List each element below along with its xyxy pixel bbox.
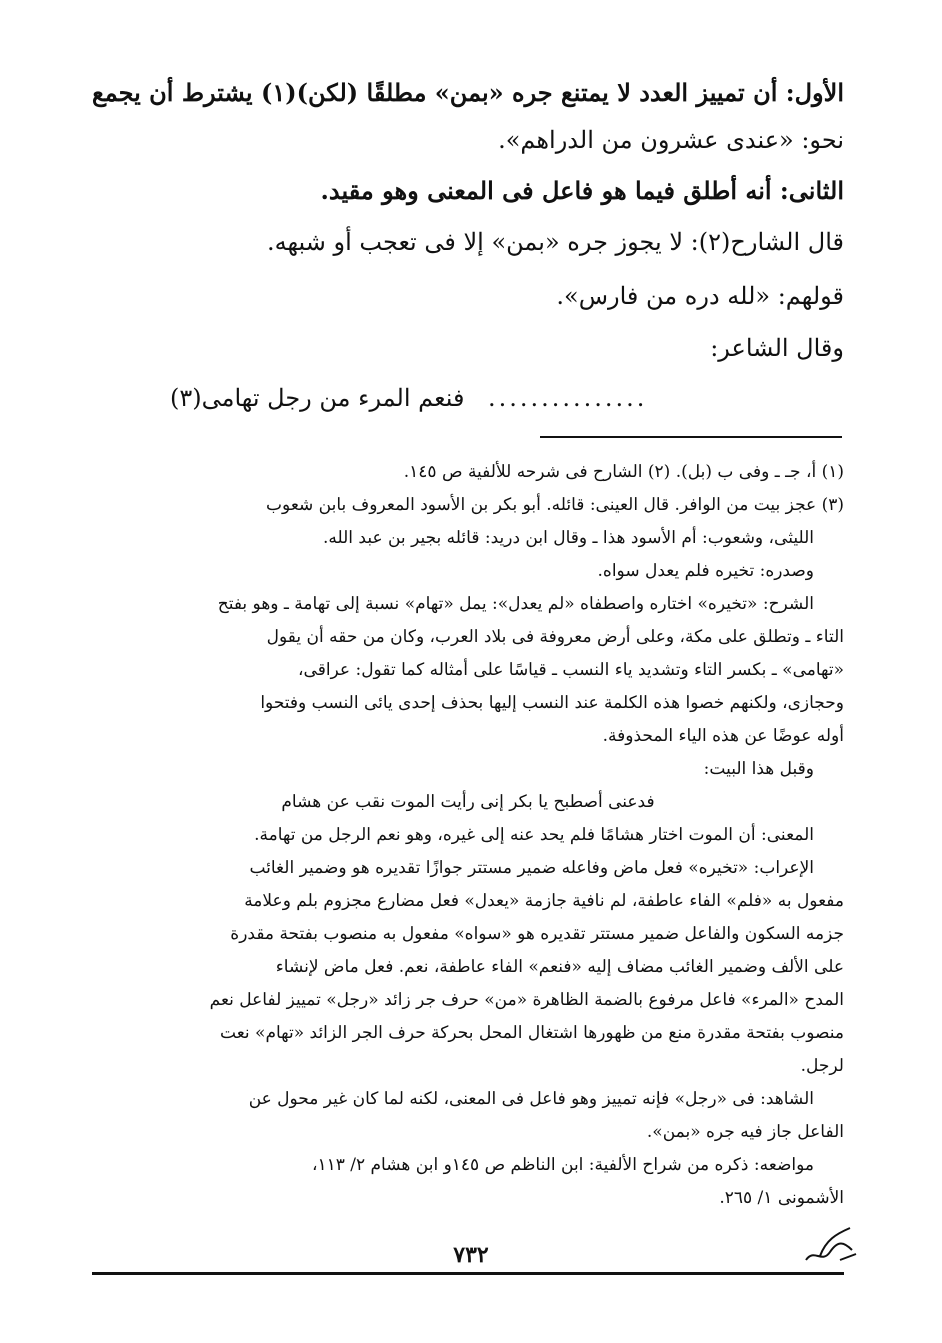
footnote-line: جزمه السكون والفاعل ضمير مستتر تقديره هو «سواه» مفعول به منصوب بفتحة مقدرة <box>230 924 844 944</box>
footnote-line: وقبل هذا البيت: <box>703 759 814 779</box>
scribble-mark-icon <box>800 1220 860 1268</box>
footnote-line: التاء ـ وتطلق على مكة، وعلى أرض معروفة فى بلاد العرب، وكان من حقه أن يقول <box>266 627 844 647</box>
footnote-line: الفاعل جاز فيه جره «بمن». <box>646 1122 844 1142</box>
main-text-line-6: وقال الشاعر: <box>710 334 844 362</box>
footnote-separator <box>540 436 842 438</box>
footnote-line: وحجازى، ولكنهم خصوا هذه الكلمة عند النسب إليها بحذف إحدى يائى النسب وفتحوا <box>260 693 844 713</box>
main-text-line-5: قولهم: «لله دره من فارس». <box>556 282 844 310</box>
footnote-line: مفعول به «فلم» الفاء عاطفة، لم نافية جازمة «يعدل» فعل مضارع مجزوم بلم وعلامة <box>244 891 844 911</box>
footnote-line: الإعراب: «تخيره» فعل ماض وفاعله ضمير مستتر جوازًا تقديره هو وضمير الغائب <box>249 858 814 878</box>
footnote-verse-line: فدعنى أصطبح يا بكر إنى رأيت الموت نقب عن هشام <box>281 792 655 812</box>
main-text-line-2: نحو: «عندى عشرون من الدراهم». <box>498 126 844 154</box>
footnote-line: أوله عوضًا عن هذه الياء المحذوفة. <box>602 726 844 746</box>
footnote-line: منصوب بفتحة مقدرة منع من ظهورها اشتغال المحل بحركة حرف الجر الزائد «تهام» نعت <box>220 1023 844 1043</box>
main-text-line-1: الأول: أن تمييز العدد لا يمتنع جره «بمن» مطلقًا (لكن)(١) يشترط أن يجمع <box>92 78 844 107</box>
main-text-line-3: الثانى: أنه أطلق فيما هو فاعل فى المعنى وهو مقيد. <box>320 176 844 205</box>
footnote-line: الأشمونى ١/ ٢٦٥. <box>719 1188 844 1208</box>
footnote-line: الليثى، وشعوب: أم الأسود هذا ـ وقال ابن دريد: قائله بجير بن عبد الله. <box>322 528 814 548</box>
main-text-line-4: قال الشارح(٢): لا يجوز جره «بمن» إلا فى تعجب أو شبهه. <box>266 228 844 256</box>
footnotes <box>92 456 844 1215</box>
footnote-line: الشرح: «تخيره» اختاره واصطفاه «لم يعدل»: يمل «تهام» نسبة إلى تهامة ـ وهو بفتح <box>217 594 814 614</box>
verse-omitted-dots: ............... <box>488 384 648 412</box>
verse-hemistich: فنعم المرء من رجل تهامى(٣) <box>170 384 465 412</box>
footnote-line: مواضعه: ذكره من شراح الألفية: ابن الناظم ص ١٤٥و ابن هشام ٢/ ١١٣، <box>311 1155 814 1175</box>
footnote-line: المدح «المرء» فاعل مرفوع بالضمة الظاهرة «من» حرف جر زائد «رجل» تمييز لفاعل نعم <box>209 990 844 1010</box>
footnote-line: (٣) عجز بيت من الوافر. قال العينى: قائله. أبو بكر بن الأسود المعروف بابن شعوب <box>266 495 844 515</box>
footnote-line: وصدره: تخيره فلم يعدل سواه. <box>597 561 814 581</box>
bottom-rule <box>92 1272 844 1275</box>
footnote-line: على الألف وضمير الغائب مضاف إليه «فنعم» الفاء عاطفة، نعم. فعل ماض لإنشاء <box>275 957 844 977</box>
page-number: ٧٣٢ <box>453 1242 489 1268</box>
footnote-line: (١) أ، جـ ـ وفى ب (بل). (٢) الشارح فى شرحه للألفية ص ١٤٥. <box>403 462 844 482</box>
footnote-line: لرجل. <box>800 1056 844 1076</box>
footnote-line: المعنى: أن الموت اختار هشامًا فلم يحد عنه إلى غيره، وهو نعم الرجل من تهامة. <box>254 825 814 845</box>
footnote-line: «تهامى» ـ بكسر التاء وتشديد ياء النسب ـ قياسًا على أمثاله كما تقول: عراقى، <box>298 660 844 680</box>
footnote-line: الشاهد: فى «رجل» فإنه تمييز وهو فاعل فى المعنى، لكنه لما كان غير محول عن <box>248 1089 814 1109</box>
